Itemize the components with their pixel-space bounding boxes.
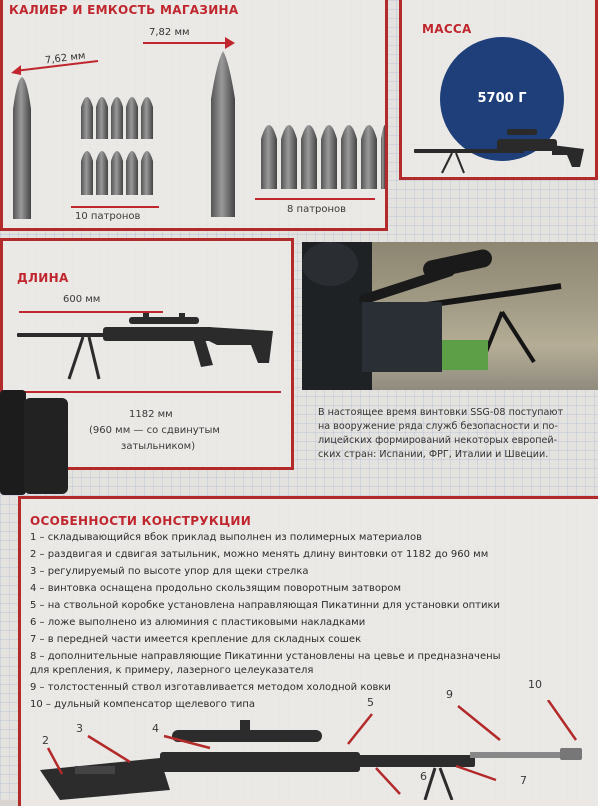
callout-7: 7	[520, 774, 527, 787]
feature-5: 5 – на ствольной коробке установлена направляющая Пикатинни для установки оптики	[30, 600, 501, 611]
callout-5: 5	[367, 696, 374, 709]
feature-9: 9 – толстостенный ствол изготавливается методом холодной ковки	[30, 682, 391, 693]
photo-caption-3: лицейских формирований некоторых европей-	[318, 435, 558, 446]
length-full-label: 1182 мм	[129, 409, 173, 420]
length-short-label: 600 мм	[63, 294, 101, 305]
photo-caption-4: ских стран: Испании, ФРГ, Италии и Швеции.	[318, 449, 549, 460]
rifle-photo	[302, 242, 598, 390]
callout-2: 2	[42, 734, 49, 747]
callout-6: 6	[420, 770, 427, 783]
length-title: ДЛИНА	[17, 271, 69, 285]
rounds-a-label: 10 патронов	[75, 211, 141, 222]
callout-4: 4	[152, 722, 159, 735]
mass-value: 5700 Г	[477, 91, 527, 106]
mass-graphic	[402, 0, 598, 179]
length-full-line	[19, 391, 281, 393]
feature-7: 7 – в передней части имеется крепление для складных сошек	[30, 634, 362, 645]
callout-3: 3	[76, 722, 83, 735]
mass-panel	[399, 0, 598, 180]
features-title: ОСОБЕННОСТИ КОНСТРУКЦИИ	[30, 514, 252, 528]
rifle-diagram	[0, 700, 598, 800]
feature-2: 2 – раздвигая и сдвигая затыльник, можно менять длину винтовки от 1182 до 960 мм	[30, 549, 489, 560]
rounds-b	[261, 125, 385, 189]
feature-8b: для крепления, к примеру, лазерного целеуказателя	[30, 665, 314, 676]
mass-title: МАССА	[422, 22, 472, 36]
feature-1: 1 – складывающийся вбок приклад выполнен из полимерных материалов	[30, 532, 422, 543]
cartridge-762	[13, 77, 31, 219]
feature-4: 4 – винтовка оснащена продольно скользящим поворотным затвором	[30, 583, 402, 594]
photo-caption-1: В настоящее время винтовки SSG-08 поступают	[318, 407, 564, 418]
caliber-graphic	[3, 0, 385, 224]
length-note-1: (960 мм — со сдвинутым	[89, 425, 220, 436]
binder-clip-2	[24, 398, 68, 494]
caliber-b-label: 7,82 мм	[149, 27, 190, 38]
binder-clip	[0, 390, 26, 495]
feature-3: 3 – регулируемый по высоте упор для щеки стрелка	[30, 566, 309, 577]
length-note-2: затыльником)	[121, 441, 196, 452]
callout-10: 10	[528, 678, 542, 691]
photo-content	[302, 242, 598, 390]
caliber-title: КАЛИБР И ЕМКОСТЬ МАГАЗИНА	[9, 3, 239, 17]
feature-6: 6 – ложе выполнено из алюминия с пластиковыми накладками	[30, 617, 366, 628]
callout-9: 9	[446, 688, 453, 701]
photo-caption-2: на вооружение ряда служб безопасности и по-	[318, 421, 558, 432]
caliber-panel	[0, 0, 388, 231]
caliber-a-label: 7,62 мм	[44, 50, 87, 67]
rounds-b-label: 8 патронов	[287, 204, 347, 215]
feature-8: 8 – дополнительные направляющие Пикатинни установлены на цевье и предназначены	[30, 651, 501, 662]
rounds-a	[81, 97, 153, 195]
cartridge-782	[211, 51, 235, 217]
feature-10: 10 – дульный компенсатор щелевого типа	[30, 699, 256, 710]
